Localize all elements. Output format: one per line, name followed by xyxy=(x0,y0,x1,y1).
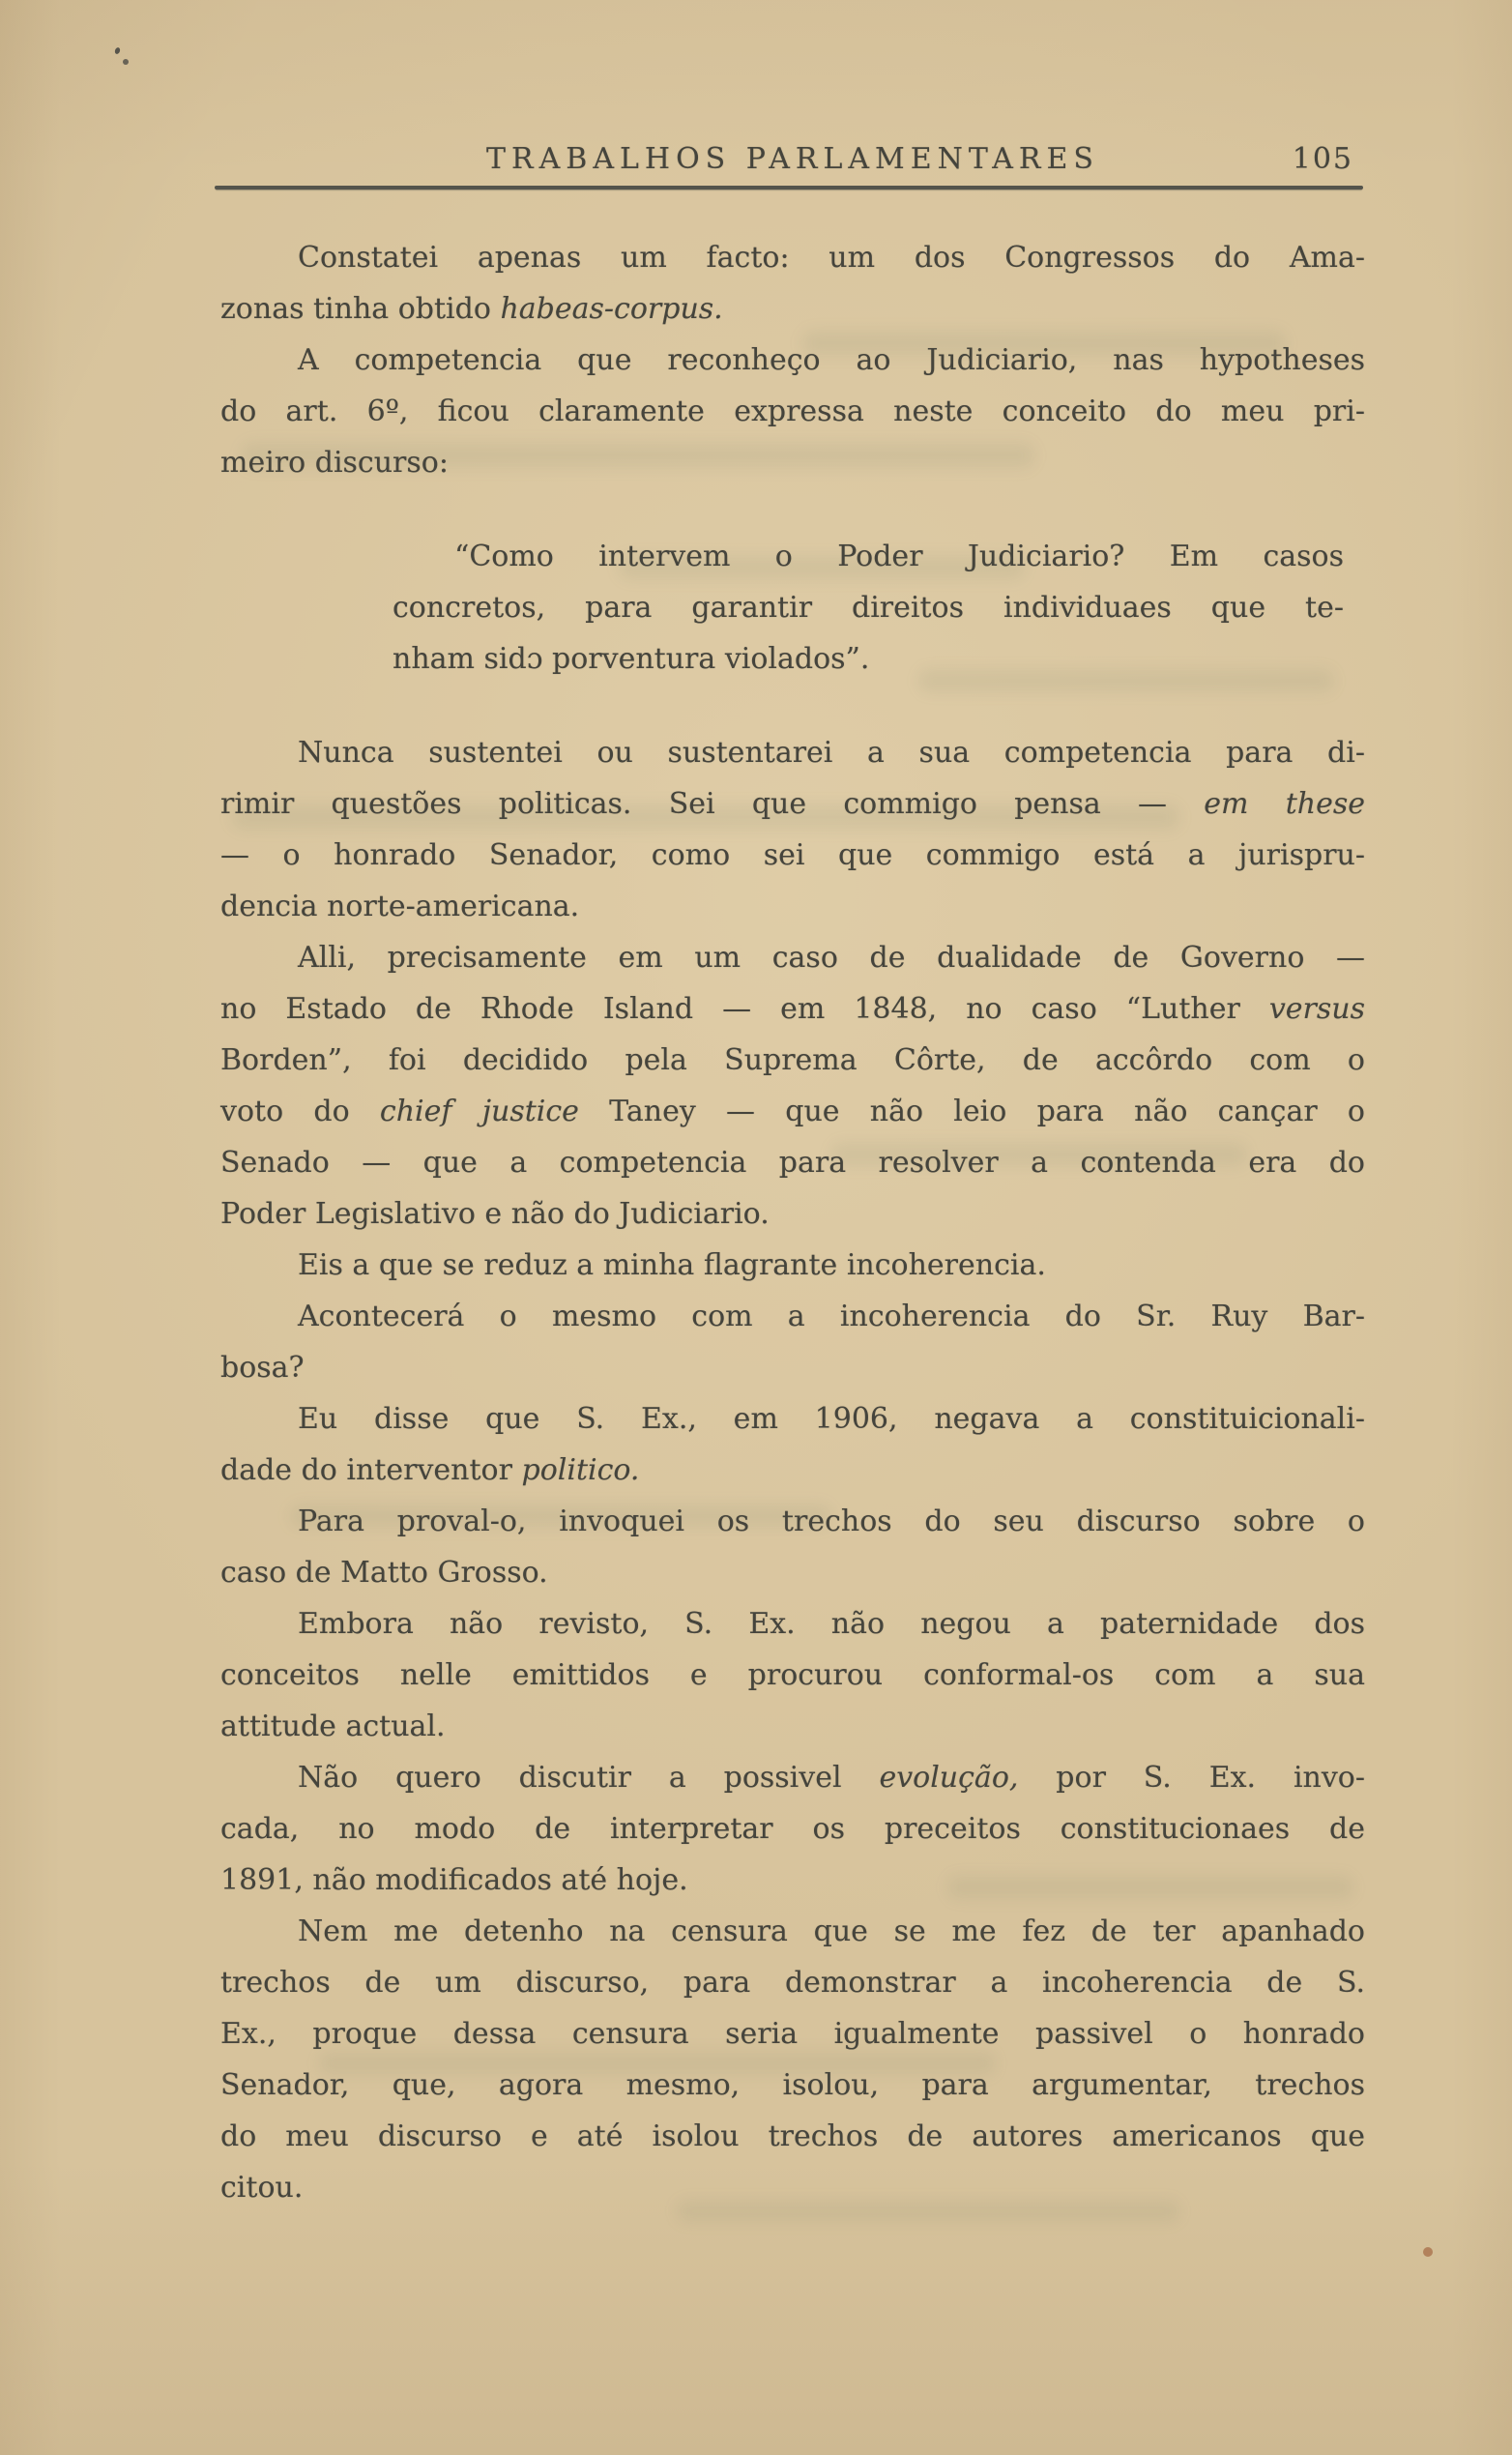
text-segment: Ex., proque dessa censura seria igualmente passivel o honrado xyxy=(220,2017,1365,2051)
text-line xyxy=(220,1496,1365,1547)
paragraph xyxy=(220,1752,1365,1906)
text-segment: Poder Legislativo e não do Judiciario. xyxy=(220,1197,770,1231)
italic-text-segment: em these xyxy=(1204,787,1365,821)
text-segment: Senador, que, agora mesmo, isolou, para argumentar, trechos xyxy=(220,2068,1365,2102)
text-segment: cada, no modo de interpretar os preceitos constitucionaes de xyxy=(220,1812,1365,1846)
paragraph xyxy=(220,1598,1365,1752)
text-segment: Constatei apenas um facto: um dos Congressos do Ama- xyxy=(298,241,1365,275)
text-line xyxy=(220,335,1365,386)
text-line xyxy=(393,531,1344,582)
text-line xyxy=(220,2008,1365,2060)
text-segment: Borden”, foi decidido pela Suprema Côrte, de accôrdo com o xyxy=(220,1043,1365,1077)
text-line xyxy=(393,582,1344,633)
text-segment: Nem me detenho na censura que se me fez de ter apanhado xyxy=(298,1914,1365,1948)
ink-speck xyxy=(123,59,129,65)
text-line xyxy=(220,1906,1365,1957)
text-segment: — o honrado Senador, como sei que commigo está a jurispru- xyxy=(220,838,1365,872)
text-segment: Para proval-o, invoquei os trechos do seu discurso sobre o xyxy=(298,1505,1365,1538)
text-line xyxy=(220,1086,1365,1137)
text-segment: Alli, precisamente em um caso de dualidade de Governo — xyxy=(298,941,1365,975)
text-segment: do art. 6º, ficou claramente expressa neste conceito do meu pri- xyxy=(220,395,1365,428)
text-segment: no Estado de Rhode Island — em 1848, no caso “Luther xyxy=(220,992,1269,1026)
text-segment: Embora não revisto, S. Ex. não negou a paternidade dos xyxy=(298,1607,1365,1641)
text-line xyxy=(220,1188,1365,1240)
text-segment: Taney — que não leio para não cançar o xyxy=(578,1095,1365,1128)
text-line xyxy=(220,1650,1365,1701)
text-segment: Eu disse que S. Ex., em 1906, negava a constituicionali- xyxy=(298,1402,1365,1436)
text-line xyxy=(220,1957,1365,2008)
paragraph xyxy=(220,727,1365,932)
text-line xyxy=(220,283,1365,335)
text-line xyxy=(393,633,1344,685)
text-segment: Eis a que se reduz a minha flagrante incoherencia. xyxy=(298,1248,1046,1282)
text-segment: trechos de um discurso, para demonstrar a incoherencia de S. xyxy=(220,1966,1365,2000)
text-line xyxy=(220,2162,1365,2213)
text-line xyxy=(220,1752,1365,1803)
text-line xyxy=(220,232,1365,283)
text-line xyxy=(220,1855,1365,1906)
text-segment: Senado — que a competencia para resolver a contenda era do xyxy=(220,1146,1365,1180)
text-line xyxy=(220,1803,1365,1855)
text-line xyxy=(220,778,1365,830)
italic-text-segment: politico. xyxy=(521,1453,640,1487)
italic-text-segment: evolução, xyxy=(879,1761,1019,1795)
paragraph xyxy=(220,1291,1365,1393)
text-segment: nham sidɔ porventura violados”. xyxy=(393,642,870,676)
text-line xyxy=(220,1445,1365,1496)
text-line xyxy=(220,1598,1365,1650)
text-segment: meiro discurso: xyxy=(220,446,449,480)
text-segment: bosa? xyxy=(220,1351,305,1385)
italic-text-segment: habeas-corpus. xyxy=(500,292,723,326)
ink-speck xyxy=(1423,2247,1433,2257)
text-segment: por S. Ex. invo- xyxy=(1018,1761,1366,1795)
text-segment: dade do interventor xyxy=(220,1453,522,1487)
text-segment: “Como intervem o Poder Judiciario? Em casos xyxy=(454,540,1344,573)
paragraph xyxy=(220,1906,1365,2213)
text-line xyxy=(220,1240,1365,1291)
text-line xyxy=(220,881,1365,932)
paragraph xyxy=(220,1393,1365,1496)
text-line xyxy=(220,932,1365,983)
text-segment: do meu discurso e até isolou trechos de autores americanos que xyxy=(220,2119,1365,2153)
text-line xyxy=(220,2111,1365,2162)
text-segment: rimir questões politicas. Sei que commigo pensa — xyxy=(220,787,1205,821)
text-line xyxy=(220,2060,1365,2111)
paragraph xyxy=(220,232,1365,335)
text-segment: Acontecerá o mesmo com a incoherencia do Sr. Ruy Bar- xyxy=(298,1300,1365,1333)
text-segment: dencia norte-americana. xyxy=(220,890,580,923)
text-segment: conceitos nelle emittidos e procurou conformal-os com a sua xyxy=(220,1658,1365,1692)
paragraph xyxy=(220,1496,1365,1598)
text-segment: A competencia que reconheço ao Judiciario, nas hypotheses xyxy=(298,343,1365,377)
text-line xyxy=(220,727,1365,778)
text-line xyxy=(220,386,1365,437)
italic-text-segment: versus xyxy=(1268,992,1365,1026)
running-head xyxy=(220,141,1365,182)
blockquote xyxy=(393,531,1344,685)
text-line xyxy=(220,1137,1365,1188)
text-line xyxy=(220,1393,1365,1445)
text-line xyxy=(220,1547,1365,1598)
text-segment: attitude actual. xyxy=(220,1710,446,1743)
text-segment: 1891, não modificados até hoje. xyxy=(220,1863,688,1897)
paragraph xyxy=(220,932,1365,1240)
text-segment: concretos, para garantir direitos individuaes que te- xyxy=(393,591,1344,625)
paragraph xyxy=(220,1240,1365,1291)
text-segment: zonas tinha obtido xyxy=(220,292,501,326)
header-rule xyxy=(215,186,1363,190)
running-title: TRABALHOS PARLAMENTARES xyxy=(486,142,1099,176)
text-segment: caso de Matto Grosso. xyxy=(220,1556,548,1590)
text-segment: citou. xyxy=(220,2171,304,2205)
text-line xyxy=(220,830,1365,881)
ink-speck xyxy=(114,46,121,54)
text-line xyxy=(220,1342,1365,1393)
text-line xyxy=(220,437,1365,488)
text-line xyxy=(220,1701,1365,1752)
text-line xyxy=(220,983,1365,1035)
paragraph xyxy=(220,335,1365,488)
text-body xyxy=(220,232,1365,2213)
text-segment: Nunca sustentei ou sustentarei a sua competencia para di- xyxy=(298,736,1365,770)
text-segment: Não quero discutir a possivel xyxy=(298,1761,880,1795)
text-line xyxy=(220,1035,1365,1086)
text-line xyxy=(220,1291,1365,1342)
text-segment: voto do xyxy=(220,1095,380,1128)
page-number: 105 xyxy=(1292,142,1353,176)
italic-text-segment: chief justice xyxy=(379,1095,579,1128)
